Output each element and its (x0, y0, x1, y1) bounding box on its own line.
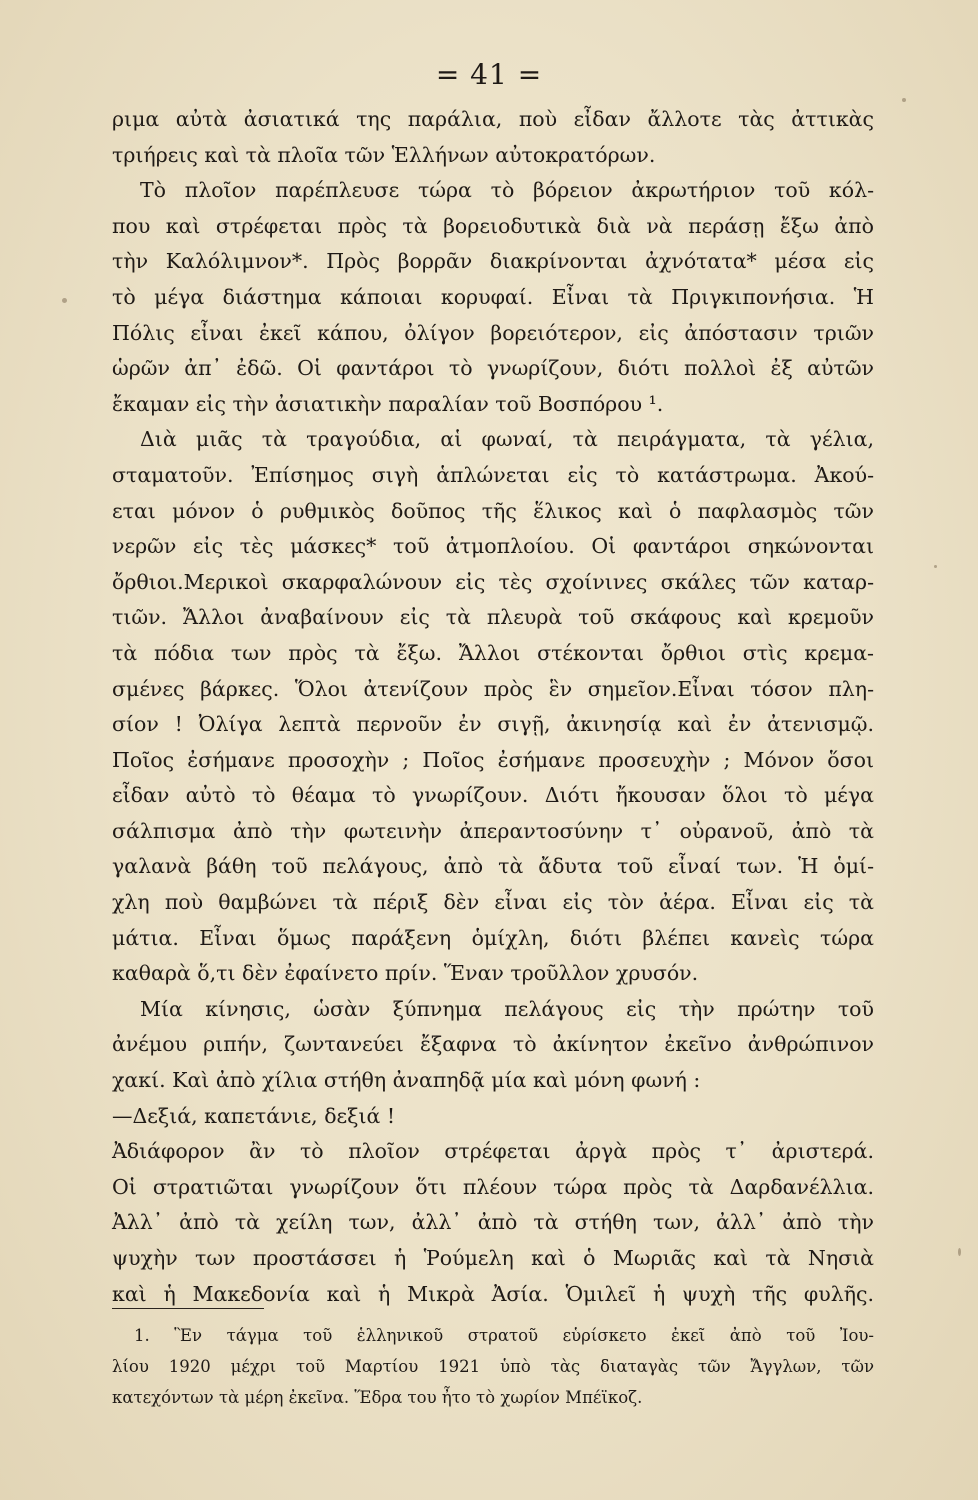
paper-speck (934, 565, 937, 568)
text-line: μάτια. Εἶναι ὅμως παράξενη ὁμίχλη, διότι βλέπει κανεὶς τώρα (112, 925, 874, 950)
text-line: καθαρὰ ὅ,τι δὲν ἐφαίνετο πρίν. Ἕναν τροῦλλον χρυσόν. (112, 961, 699, 986)
text-line: Διὰ μιᾶς τὰ τραγούδια, αἱ φωναί, τὰ πειράγματα, τὰ γέλια, (140, 427, 874, 452)
text-line: Ἀλλ᾽ ἀπὸ τὰ χείλη των, ἀλλ᾽ ἀπὸ τὰ στήθη των, ἀλλ᾽ ἀπὸ τὴν (112, 1210, 874, 1235)
text-line: τὴν Καλόλιμνον*. Πρὸς βορρᾶν διακρίνονται ἀχνότατα* μέσα εἰς (112, 249, 874, 274)
text-line: γαλανὰ βάθη τοῦ πελάγους, ἀπὸ τὰ ἄδυτα τοῦ εἶναί των. Ἡ ὁμί- (112, 854, 874, 879)
text-line: ἀνέμου ριπήν, ζωντανεύει ἔξαφνα τὸ ἀκίνητον ἐκεῖνο ἀνθρώπινον (112, 1032, 874, 1057)
footnote-line: κατεχόντων τὰ μέρη ἐκεῖνα. Ἕδρα του ἦτο τὸ χωρίον Μπέϊκοζ. (112, 1388, 643, 1407)
text-line: χλη ποὺ θαμβώνει τὰ πέριξ δὲν εἶναι εἰς τὸν ἀέρα. Εἶναι εἰς τὰ (112, 890, 874, 915)
text-line: που καὶ στρέφεται πρὸς τὰ βορειοδυτικὰ διὰ νὰ περάσῃ ἔξω ἀπὸ (112, 213, 874, 238)
text-line: ριμα αὐτὰ ἀσιατικά της παράλια, ποὺ εἶδαν ἄλλοτε τὰς ἀττικὰς (112, 107, 874, 131)
paper-speck (902, 98, 906, 102)
text-line: σμένες βάρκες. Ὅλοι ἀτενίζουν πρὸς ἓν σημεῖον.Εἶναι τόσον πλη- (112, 676, 874, 701)
footnote-divider (112, 1308, 264, 1309)
text-line: Οἱ στρατιῶται γνωρίζουν ὅτι πλέουν τώρα πρὸς τὰ Δαρδανέλλια. (112, 1174, 874, 1199)
body-text (112, 102, 874, 1312)
footnote-line: 1. Ἓν τάγμα τοῦ ἑλληνικοῦ στρατοῦ εὑρίσκετο ἐκεῖ ἀπὸ τοῦ Ἰου- (134, 1326, 874, 1345)
footnote (112, 1320, 874, 1413)
text-line: εται μόνον ὁ ρυθμικὸς δοῦπος τῆς ἕλικος καὶ ὁ παφλασμὸς τῶν (112, 498, 874, 523)
footnote-line: λίου 1920 μέχρι τοῦ Μαρτίου 1921 ὑπὸ τὰς διαταγὰς τῶν Ἄγγλων, τῶν (112, 1357, 874, 1376)
text-line: ψυχὴν των προστάσσει ἡ Ῥούμελη καὶ ὁ Μωριᾶς καὶ τὰ Νησιὰ (112, 1246, 874, 1270)
text-line: τιῶν. Ἄλλοι ἀναβαίνουν εἰς τὰ πλευρὰ τοῦ σκάφους καὶ κρεμοῦν (112, 605, 874, 630)
text-line: καὶ ἡ Μακεδονία καὶ ἡ Μικρὰ Ἀσία. Ὁμιλεῖ ἡ ψυχὴ τῆς φυλῆς. (112, 1281, 874, 1306)
text-line: Πόλις εἶναι ἐκεῖ κάπου, ὀλίγον βορειότερον, εἰς ἀπόστασιν τριῶν (112, 320, 874, 345)
paper-speck (958, 1248, 961, 1256)
text-line: εἶδαν αὐτὸ τὸ θέαμα τὸ γνωρίζουν. Διότι ἤκουσαν ὅλοι τὸ μέγα (112, 783, 874, 808)
text-line: τὰ πόδια των πρὸς τὰ ἔξω. Ἄλλοι στέκονται ὄρθιοι στὶς κρεμα- (112, 640, 874, 665)
text-line: Ποῖος ἐσήμανε προσοχὴν ; Ποῖος ἐσήμανε προσευχὴν ; Μόνον ὅσοι (112, 747, 874, 772)
text-line: Μία κίνησις, ὡσὰν ξύπνημα πελάγους εἰς τὴν πρώτην τοῦ (140, 996, 874, 1021)
text-line: τριήρεις καὶ τὰ πλοῖα τῶν Ἑλλήνων αὐτοκρατόρων. (112, 142, 656, 167)
text-line: χακί. Καὶ ἀπὸ χίλια στήθη ἀναπηδᾷ μία καὶ μόνη φωνή : (112, 1068, 701, 1093)
paper-speck (62, 298, 67, 303)
text-line: σίον ! Ὀλίγα λεπτὰ περνοῦν ἐν σιγῇ, ἀκινησίᾳ καὶ ἐν ἀτενισμῷ. (112, 712, 874, 737)
text-line: ὡρῶν ἀπ᾽ ἐδῶ. Οἱ φαντάροι τὸ γνωρίζουν, διότι πολλοὶ ἐξ αὐτῶν (112, 356, 874, 381)
text-line: ἔκαμαν εἰς τὴν ἀσιατικὴν παραλίαν τοῦ Βοσπόρου ¹. (112, 391, 664, 416)
page-number: = 41 = (435, 58, 543, 91)
text-line: νερῶν εἰς τὲς μάσκες* τοῦ ἀτμοπλοίου. Οἱ φαντάροι σηκώνονται (112, 534, 874, 559)
text-line: Ἀδιάφορον ἂν τὸ πλοῖον στρέφεται ἀργὰ πρὸς τ᾽ ἀριστερά. (112, 1139, 874, 1164)
text-line: σάλπισμα ἀπὸ τὴν φωτεινὴν ἀπεραντοσύνην τ᾽ οὐρανοῦ, ἀπὸ τὰ (112, 818, 874, 843)
text-line: σταματοῦν. Ἐπίσημος σιγὴ ἁπλώνεται εἰς τὸ κατάστρωμα. Ἀκού- (112, 462, 874, 487)
text-line: —Δεξιά, καπετάνιε, δεξιά ! (112, 1103, 396, 1128)
text-line: Τὸ πλοῖον παρέπλευσε τώρα τὸ βόρειον ἀκρωτήριον τοῦ κόλ- (140, 178, 874, 203)
text-line: τὸ μέγα διάστημα κάποιαι κορυφαί. Εἶναι τὰ Πριγκιπονήσια. Ἡ (112, 284, 874, 309)
text-line: ὄρθιοι.Μερικοὶ σκαρφαλώνουν εἰς τὲς σχοίνινες σκάλες τῶν καταρ- (112, 569, 874, 594)
